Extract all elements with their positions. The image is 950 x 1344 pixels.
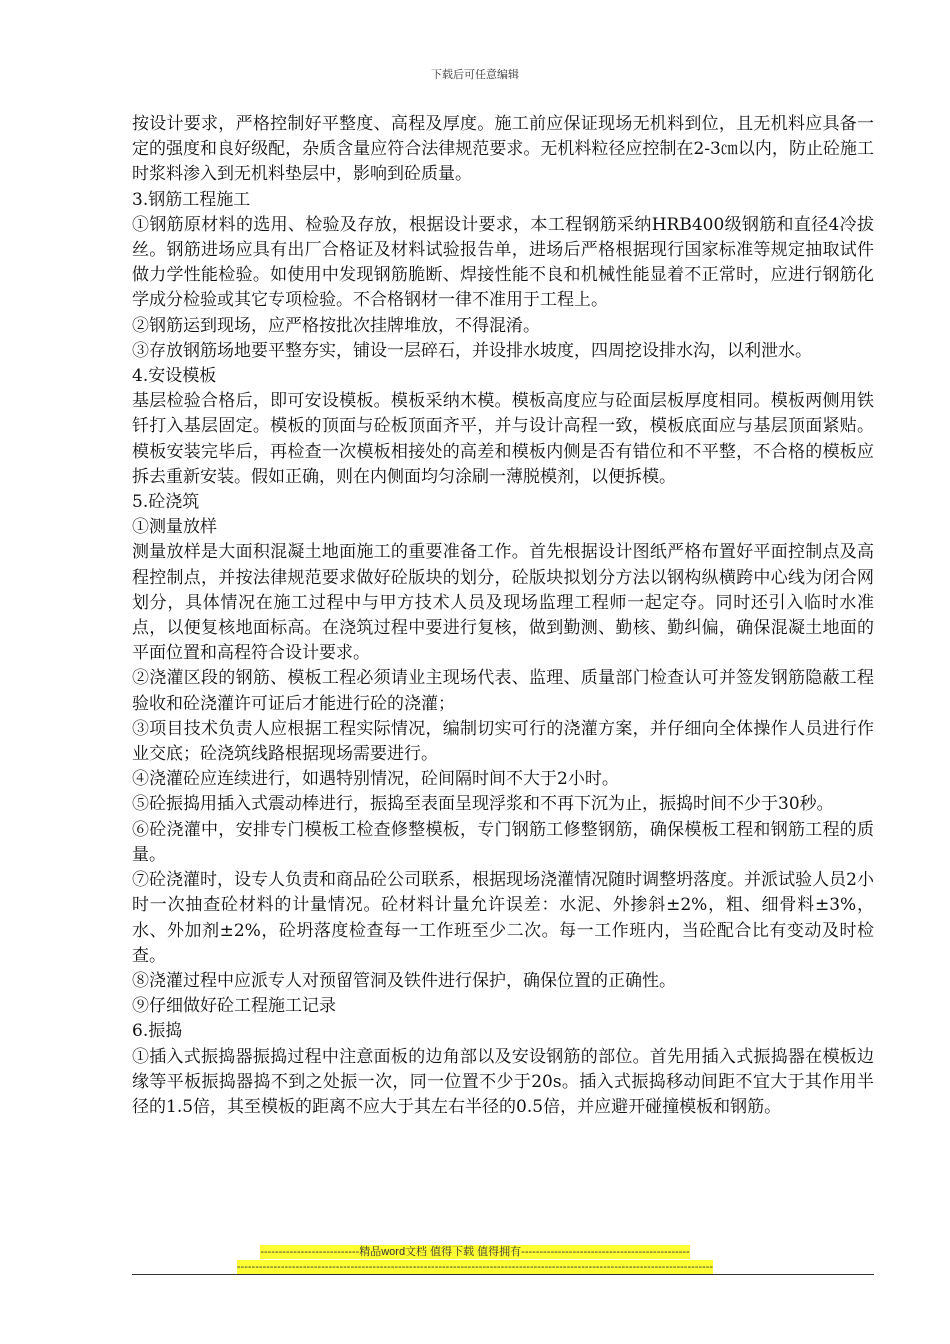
header-note: 下载后可任意编辑 — [431, 68, 519, 81]
paragraph: 按设计要求，严格控制好平整度、高程及厚度。施工前应保证现场无机料到位，且无机料应具备一定的强度和良好级配，杂质含量应符合法律规范要求。无机料粒径应控制在2-3㎝以内，防止砼施工时浆料渗入到无机料垫层中，影响到砼质量。 — [132, 114, 874, 185]
paragraph: ②浇灌区段的钢筋、模板工程必须请业主现场代表、监理、质量部门检查认可并签发钢筋隐蔽工程验收和砼浇灌许可证后才能进行砼的浇灌； — [132, 668, 874, 714]
footer-banner — [0, 1243, 950, 1259]
sub-heading: ①测量放样 — [132, 517, 217, 538]
paragraph: ①钢筋原材料的选用、检验及存放，根据设计要求，本工程钢筋采纳HRB400级钢筋和直径4冷拔丝。钢筋进场应具有出厂合格证及材料试验报告单，进场后严格根据现行国家标准等规定抽取试件做力学性能检验。如使用中发现钢筋脆断、焊接性能不良和机械性能显着不正常时，应进行钢筋化学成分检验或其它专项检验。不合格钢材一律不准用于工程上。 — [132, 214, 874, 311]
paragraph: ④浇灌砼应连续进行，如遇特别情况，砼间隔时间不大于2小时。 — [132, 769, 619, 790]
paragraph: ⑤砼振捣用插入式震动棒进行，振捣至表面呈现浮浆和不再下沉为止，振捣时间不少于30秒。 — [132, 794, 834, 815]
paragraph: ②钢筋运到现场，应严格按批次挂牌堆放，不得混淆。 — [132, 315, 540, 336]
paragraph: ⑨仔细做好砼工程施工记录 — [132, 996, 336, 1017]
paragraph: ⑦砼浇灌时，设专人负责和商品砼公司联系，根据现场浇灌情况随时调整坍落度。并派试验人员2小时一次抽查砼材料的计量情况。砼材料计量允许误差：水泥、外掺斜±2%，粗、细骨料±3%，水、外加剂±2%，砼坍落度检查每一工作班至少二次。每一工作班内，当砼配合比有变动及时检查。 — [132, 870, 874, 966]
paragraph: 测量放样是大面积混凝土地面施工的重要准备工作。首先根据设计图纸严格布置好平面控制点及高程控制点，并按法律规范要求做好砼版块的划分，砼版块拟划分方法以钢构纵横跨中心线为闭合网划分，具体情况在施工过程中与甲方技术人员及现场监理工程师一起定夺。同时还引入临时水准点，以便复核地面标高。在浇筑过程中要进行复核，做到勤测、勤核、勤纠偏，确保混凝土地面的平面位置和高程符合设计要求。 — [132, 542, 874, 664]
section-heading: 6.振捣 — [132, 1021, 183, 1042]
paragraph: ③项目技术负责人应根据工程实际情况，编制切实可行的浇灌方案，并仔细向全体操作人员进行作业交底；砼浇筑线路根据现场需要进行。 — [132, 718, 874, 765]
paragraph: ⑥砼浇灌中，安排专门模板工检查修整模板，专门钢筋工修整钢筋，确保模板工程和钢筋工程的质量。 — [132, 819, 874, 865]
paragraph: 基层检验合格后，即可安设模板。模板采纳木模。模板高度应与砼面层板厚度相同。模板两侧用铁钎打入基层固定。模板的顶面与砼板顶面齐平，并与设计高程一致，模板底面应与基层顶面紧贴。模板安装完毕后，再检查一次模板相接处的高差和模板内侧是否有错位和不平整，不合格的模板应拆去重新安装。假如正确，则在内侧面均匀涂刷一薄脱模剂，以便拆模。 — [132, 391, 874, 487]
footer-dashes-text: ---------------------------------------------------------------------------------------------------------------------------------- — [236, 1261, 714, 1273]
paragraph: ⑧浇灌过程中应派专人对预留管洞及铁件进行保护，确保位置的正确性。 — [132, 970, 676, 991]
footer-rule — [132, 1274, 874, 1275]
section-heading: 5.砼浇筑 — [132, 492, 200, 513]
footer-banner-text: ---------------------------精品word文档 值得下载 值得拥有---------------------------------------------- — [260, 1246, 690, 1258]
section-heading: 3.钢筋工程施工 — [132, 189, 251, 210]
paragraph: ①插入式振捣器振捣过程中注意面板的边角部以及安设钢筋的部位。首先用插入式振捣器在模板边缘等平板振捣器捣不到之处振一次，同一位置不少于20s。插入式振捣移动间距不宜大于其作用半径的1.5倍，其至模板的距离不应大于其左右半径的0.5倍，并应避开碰撞模板和钢筋。 — [132, 1046, 874, 1117]
footer-dashes — [0, 1261, 950, 1273]
document-body — [132, 112, 874, 1120]
paragraph: ③存放钢筋场地要平整夯实，铺设一层碎石，并设排水坡度，四周挖设排水沟，以利泄水。 — [132, 340, 812, 361]
section-heading: 4.安设模板 — [132, 366, 217, 387]
